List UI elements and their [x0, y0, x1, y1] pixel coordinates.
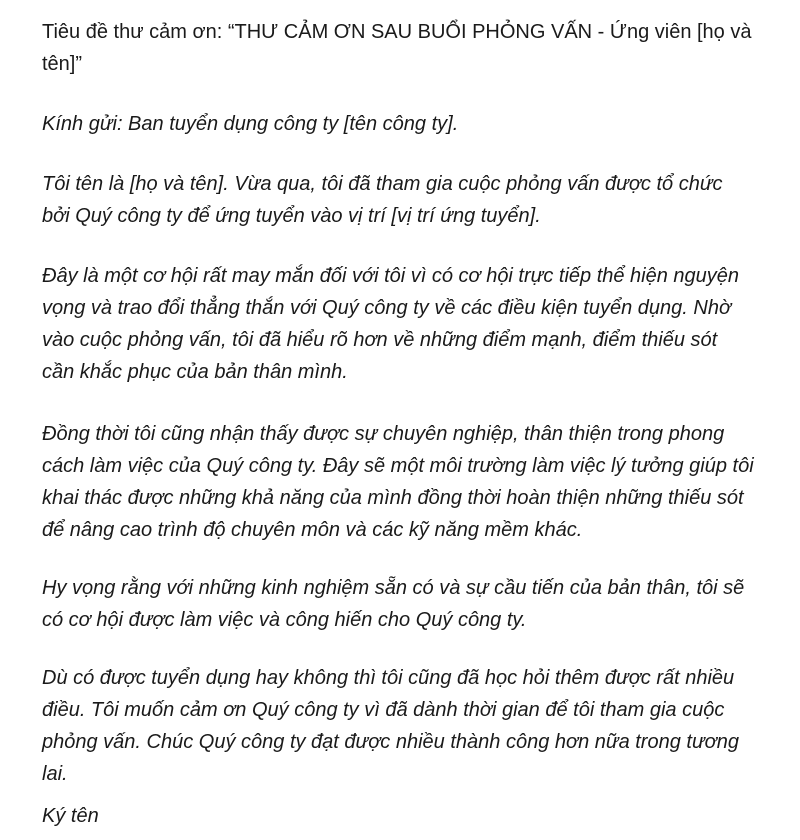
paragraph-opportunity — [42, 260, 772, 388]
paragraph-line: để nâng cao trình độ chuyên môn và các kỹ năng mềm khác. — [42, 519, 583, 541]
paragraph-line: vào cuộc phỏng vấn, tôi đã hiểu rõ hơn về những điểm mạnh, điểm thiếu sót — [42, 329, 718, 351]
paragraph-line: điều. Tôi muốn cảm ơn Quý công ty vì đã dành thời gian để tôi tham gia cuộc — [42, 699, 725, 721]
paragraph-closing — [42, 662, 772, 790]
paragraph-line: Dù có được tuyển dụng hay không thì tôi cũng đã học hỏi thêm được rất nhiều — [42, 667, 735, 689]
paragraph-line: Tôi tên là [họ và tên]. Vừa qua, tôi đã tham gia cuộc phỏng vấn được tổ chức — [42, 173, 723, 195]
paragraph-hope — [42, 572, 772, 636]
paragraph-line: khai thác được những khả năng của mình đồng thời hoàn thiện những thiếu sót — [42, 487, 744, 509]
paragraph-line: có cơ hội được làm việc và công hiến cho Quý công ty. — [42, 609, 527, 631]
paragraph-line: Đây là một cơ hội rất may mắn đối với tôi vì có cơ hội trực tiếp thể hiện nguyện — [42, 265, 740, 287]
paragraph-line: phỏng vấn. Chúc Quý công ty đạt được nhiều thành công hơn nữa trong tương — [42, 731, 739, 753]
paragraph-intro — [42, 168, 772, 232]
paragraph-line: Hy vọng rằng với những kinh nghiệm sẵn có và sự cầu tiến của bản thân, tôi sẽ — [42, 577, 745, 599]
paragraph-line: lai. — [42, 763, 68, 785]
paragraph-line: cần khắc phục của bản thân mình. — [42, 361, 348, 383]
paragraph-line: vọng và trao đổi thẳng thắn với Quý công ty về các điều kiện tuyển dụng. Nhờ — [42, 297, 732, 319]
signature: Ký tên — [42, 805, 99, 827]
paragraph-line: cách làm việc của Quý công ty. Đây sẽ một môi trường làm việc lý tưởng giúp tôi — [42, 455, 754, 477]
greeting: Kính gửi: Ban tuyển dụng công ty [tên công ty]. — [42, 113, 459, 135]
email-subject-line: Tiêu đề thư cảm ơn: “THƯ CẢM ƠN SAU BUỔI PHỎNG VẤN - Ứng viên [họ và tên]” — [42, 21, 752, 75]
paragraph-line: bởi Quý công ty để ứng tuyển vào vị trí [vị trí ứng tuyển]. — [42, 205, 541, 227]
paragraph-line: Đồng thời tôi cũng nhận thấy được sự chuyên nghiệp, thân thiện trong phong — [42, 423, 725, 445]
paragraph-professionalism — [42, 418, 772, 546]
